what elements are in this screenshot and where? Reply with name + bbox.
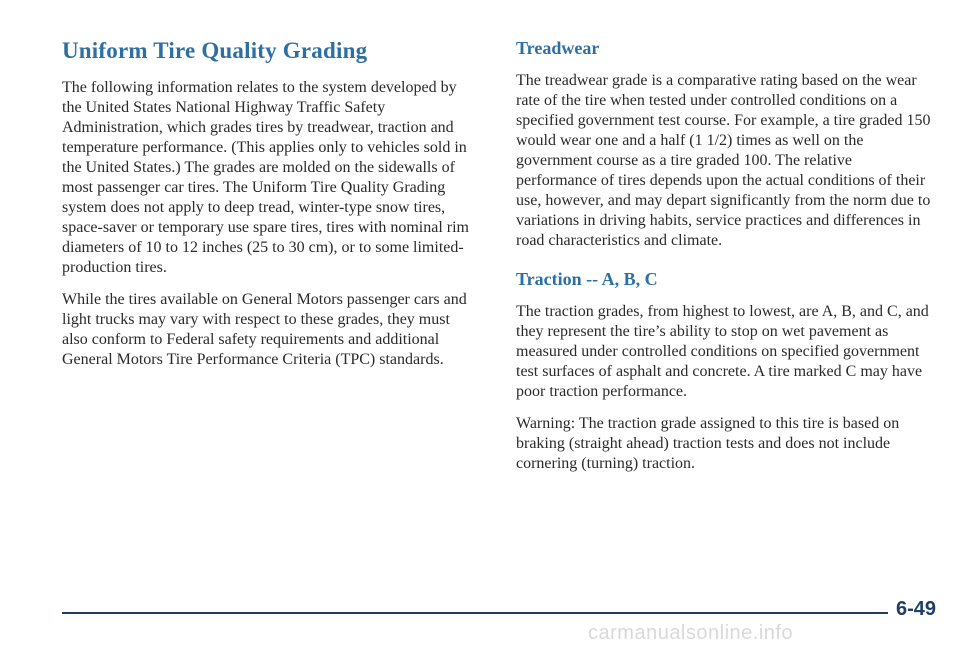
left-column xyxy=(62,38,472,382)
right-column xyxy=(516,38,936,486)
gm-paragraph: While the tires available on General Motors passenger cars and light trucks may vary with respect to these grades, they must also conform to Federal safety requirements and additional General Motors Tire Performance Criteria (TPC) standards. xyxy=(62,291,467,368)
intro-paragraph: The following information relates to the system developed by the United States National Highway Traffic Safety Administration, which grades tires by treadwear, traction and temperature performance. (This applies only to vehicles sold in the United States.) The grades are molded on the sidewalls of most passenger car tires. The Uniform Tire Quality Grading system does not apply to deep tread, winter-type snow tires, space-saver or temporary use spare tires, tires with nominal rim diameters of 10 to 12 inches (25 to 30 cm), or to some limited-production tires. xyxy=(62,79,469,276)
traction-paragraph: The traction grades, from highest to lowest, are A, B, and C, and they represent the tire’s ability to stop on wet pavement as measured under controlled conditions on specified government test surfaces of asphalt and concrete. A tire marked C may have poor traction performance. xyxy=(516,303,929,400)
warning-paragraph: Warning: The traction grade assigned to this tire is based on braking (straight ahead) traction tests and does not include cornering (turning) traction. xyxy=(516,415,900,472)
traction-heading: Traction -- A, B, C xyxy=(516,269,658,289)
section-title: Uniform Tire Quality Grading xyxy=(62,38,368,63)
footer-divider xyxy=(62,612,888,614)
watermark: carmanualsonline.info xyxy=(588,622,794,644)
page-number: 6-49 xyxy=(896,598,937,620)
treadwear-paragraph: The treadwear grade is a comparative rating based on the wear rate of the tire when tested under controlled conditions on a specified government test course. For example, a tire graded 150 would wear one and a half (1 1/2) times as well on the government course as a tire graded 100. The relative performance of tires depends upon the actual conditions of their use, however, and may depart significantly from the norm due to variations in driving habits, service practices and differences in road characteristics and climate. xyxy=(516,72,931,249)
treadwear-heading: Treadwear xyxy=(516,38,600,58)
